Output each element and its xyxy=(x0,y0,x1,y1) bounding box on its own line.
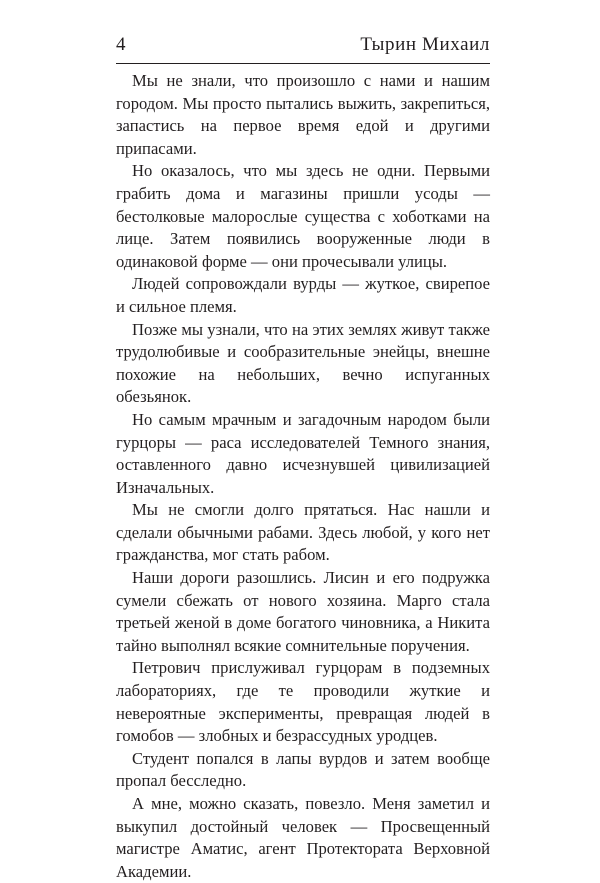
paragraph: Мы не смогли долго прятаться. Нас нашли и сделали обычными рабами. Здесь любой, у кого нет гражданства, мог стать рабом. xyxy=(116,500,490,565)
header-rule xyxy=(116,63,490,64)
paragraph: Мы не знали, что произошло с нами и нашим городом. Мы просто пытались выжить, закрепиться, запастись на первое время едой и другими припасами. xyxy=(116,71,490,158)
paragraph: Позже мы узнали, что на этих землях живут также трудолюбивые и сообразительные энейцы, внешне похожие на небольших, вечно испуганных обезьянок. xyxy=(116,319,490,407)
page-header xyxy=(116,34,490,64)
paragraph: Людей сопровождали вурды — жуткое, свирепое и сильное племя. xyxy=(116,274,490,316)
paragraph: Студент попался в лапы вурдов и затем вообще пропал бесследно. xyxy=(116,748,490,791)
body-text xyxy=(116,70,490,883)
paragraph: Наши дороги разошлись. Лисин и его подружка сумели сбежать от нового хозяина. Марго стала третьей женой в доме богатого чиновника, а Никита тайно выполнял всякие сомнительные поручения. xyxy=(116,568,490,655)
paragraph: Петрович прислуживал гурцорам в подземных лабораториях, где те проводили жуткие и невероятные эксперименты, превращая людей в гомобов — злобных и безрассудных уродцев. xyxy=(116,658,490,746)
running-title: Тырин Михаил xyxy=(360,34,490,55)
paragraph: Но оказалось, что мы здесь не одни. Первыми грабить дома и магазины пришли усоды — бестолковые малорослые существа с хоботками на лице. Затем появились вооруженные люди в одинаковой форме — они прочесывали улицы. xyxy=(116,161,490,271)
page-number: 4 xyxy=(116,34,127,55)
paragraph: Но самым мрачным и загадочным народом были гурцоры — раса исследователей Темного знания, оставленного давно исчезнувшей цивилизацией Изначальных. xyxy=(116,409,490,497)
paragraph: А мне, можно сказать, повезло. Меня заметил и выкупил достойный человек — Просвещенный магистре Аматис, агент Протектората Верховной Академии. xyxy=(116,794,490,881)
